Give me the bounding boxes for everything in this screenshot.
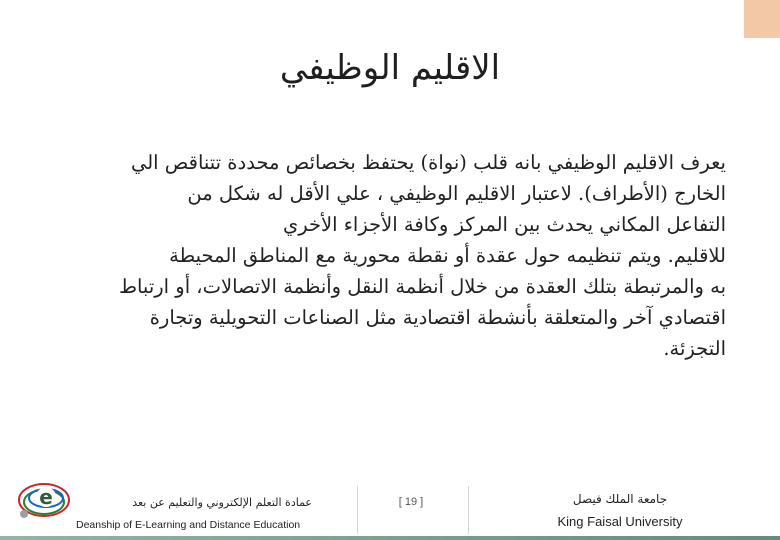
deanship-english: Deanship of E-Learning and Distance Education (76, 519, 301, 531)
svg-text:e: e (39, 485, 53, 509)
university-arabic: جامعة الملك فيصل (572, 492, 668, 506)
deanship-block (0, 466, 345, 536)
corner-badge (744, 0, 780, 38)
page-number: [ 19 ] (398, 496, 424, 508)
paragraph-line: يعرف الاقليم الوظيفي بانه قلب (نواة) يحتفظ بخصائص محددة تتناقص الي (130, 151, 726, 174)
e-learning-logo-icon (16, 476, 74, 524)
paragraph-line: للاقليم. ويتم تنظيمه حول عقدة أو نقطة محورية مع المناطق المحيطة (169, 244, 726, 267)
slide-title: الاقليم الوظيفي (279, 48, 501, 88)
paragraph-line: اقتصادي آخر والمتعلقة بأنشطة اقتصادية مثل الصناعات التحويلية وتجارة (149, 306, 726, 329)
university-english: King Faisal University (557, 514, 683, 529)
slide-paragraph (52, 147, 726, 364)
footer-divider (357, 486, 358, 534)
deanship-arabic: عمادة التعلم الإلكتروني والتعليم عن بعد (132, 496, 312, 509)
slide-footer (0, 466, 780, 540)
paragraph-line: التفاعل المكاني يحدث بين المركز وكافة الأجزاء الأخري (282, 213, 726, 236)
paragraph-line: الخارج (الأطراف). لاعتبار الاقليم الوظيفي ، علي الأقل له شكل من (187, 182, 726, 205)
footer-divider (468, 486, 469, 534)
paragraph-line: به والمرتبطة بتلك العقدة من خلال أنظمة النقل وأنظمة الاتصالات، أو ارتباط (118, 275, 726, 298)
footer-bar (0, 536, 780, 540)
paragraph-line: التجزئة. (663, 337, 726, 360)
